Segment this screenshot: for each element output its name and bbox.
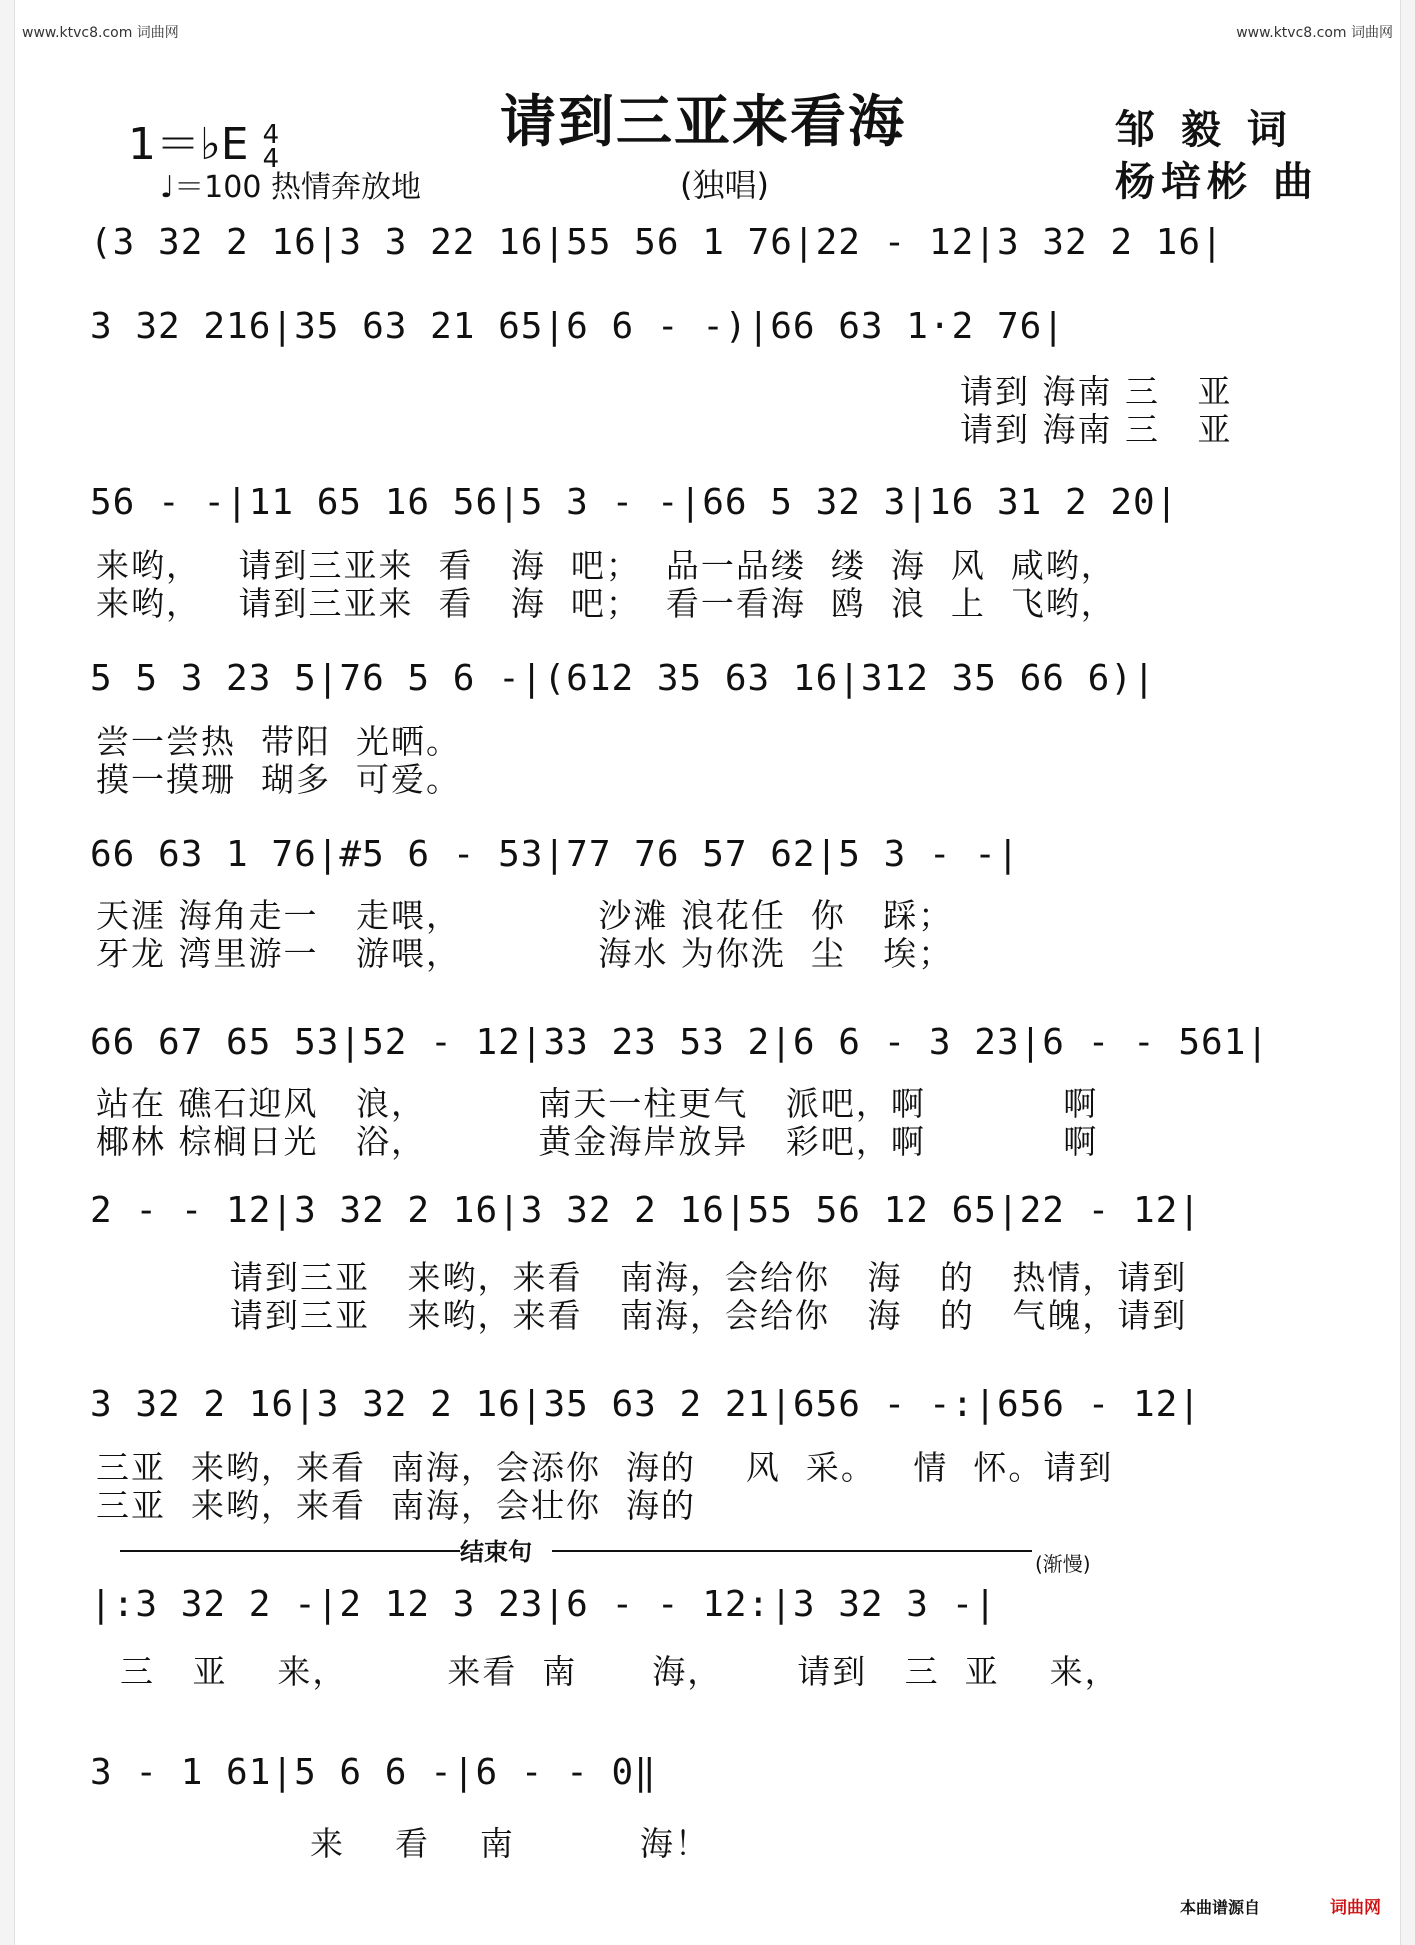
ending-bracket-left — [120, 1550, 460, 1552]
lyric-line-1a: 请到 海南 三 亚 — [960, 372, 1233, 411]
ritardando-marking: (渐慢) — [1035, 1552, 1091, 1576]
site-watermark-left: www.ktvc8.com 词曲网 — [22, 25, 179, 41]
source-note: 本曲谱源自 — [1180, 1898, 1261, 1917]
lyric-line-3a: 尝一尝热 带阳 光晒。 — [96, 722, 461, 761]
lyric-line-2b: 来哟， 请到三亚来 看 海 吧； 看一看海 鸥 浪 上 飞哟， — [96, 584, 1116, 623]
lyric-line-3b: 摸一摸珊 瑚多 可爱。 — [96, 760, 461, 799]
ending-label: 结束句 — [460, 1538, 532, 1566]
lyric-line-5b: 椰林 棕榈日光 浴， 黄金海岸放异 彩吧，啊 啊 — [96, 1122, 1099, 1161]
music-line-2: 3 32 216|35 63 21 65|6 6 - -)|66 63 1·2 76| — [90, 306, 1065, 347]
music-line-6: 66 67 65 53|52 - 12|33 23 53 2|6 6 - 3 23|6 - - 561| — [90, 1022, 1270, 1063]
ending-bracket-right — [552, 1550, 1032, 1552]
music-line-9: |:3 32 2 -|2 12 3 23|6 - - 12:|3 32 3 -| — [90, 1584, 997, 1625]
music-line-10: 3 - 1 61|5 6 6 -|6 - - 0‖ — [90, 1752, 657, 1793]
lyric-line-1b: 请到 海南 三 亚 — [960, 410, 1233, 449]
lyric-line-2a: 来哟， 请到三亚来 看 海 吧； 品一品缕 缕 海 风 咸哟， — [96, 546, 1116, 585]
composer-credit: 杨培彬 曲 — [1115, 158, 1319, 205]
music-line-3: 56 - -|11 65 16 56|5 3 - -|66 5 32 3|16 31 2 20| — [90, 482, 1179, 523]
time-top: 4 — [262, 120, 280, 150]
time-bottom: 4 — [262, 144, 280, 174]
lyric-line-8: 三 亚 来， 来看 南 海， 请到 三 亚 来， — [120, 1652, 1120, 1691]
song-subtitle: (独唱) — [680, 166, 769, 204]
music-line-7: 2 - - 12|3 32 2 16|3 32 2 16|55 56 12 65|22 - 12| — [90, 1190, 1202, 1231]
key-label: 1＝♭E — [128, 119, 249, 170]
lyric-line-6b: 请到三亚 来哟，来看 南海，会给你 海 的 气魄，请到 — [230, 1296, 1188, 1335]
lyric-line-6a: 请到三亚 来哟，来看 南海，会给你 海 的 热情，请到 — [230, 1258, 1188, 1297]
lyric-line-4b: 牙龙 湾里游一 游喂， 海水 为你洗 尘 埃； — [96, 934, 954, 973]
left-margin-strip — [0, 0, 15, 1945]
lyric-line-5a: 站在 礁石迎风 浪， 南天一柱更气 派吧，啊 啊 — [96, 1084, 1099, 1123]
music-line-5: 66 63 1 76|#5 6 - 53|77 76 57 62|5 3 - -| — [90, 834, 1020, 875]
source-site-link[interactable]: 词曲网 — [1330, 1898, 1381, 1918]
site-watermark-right: www.ktvc8.com 词曲网 — [1236, 25, 1393, 41]
lyric-line-4a: 天涯 海角走一 走喂， 沙滩 浪花任 你 踩； — [96, 896, 954, 935]
music-line-4: 5 5 3 23 5|76 5 6 -|(612 35 63 16|312 35 66 6)| — [90, 658, 1156, 699]
tempo-marking: ♩＝100 热情奔放地 — [160, 170, 421, 205]
lyric-line-9: 来 看 南 海！ — [310, 1824, 710, 1863]
lyric-line-7a: 三亚 来哟，来看 南海，会添你 海的 风 采。 情 怀。请到 — [96, 1448, 1114, 1487]
right-margin-strip — [1400, 0, 1415, 1945]
music-line-8: 3 32 2 16|3 32 2 16|35 63 2 21|656 - -:|656 - 12| — [90, 1384, 1202, 1425]
song-title: 请到三亚来看海 — [500, 89, 906, 155]
lyric-line-7b: 三亚 来哟，来看 南海，会壮你 海的 — [96, 1486, 696, 1525]
lyricist-credit: 邹 毅 词 — [1115, 106, 1293, 153]
music-line-1: (3 32 2 16|3 3 22 16|55 56 1 76|22 - 12|3 32 2 16| — [90, 222, 1224, 263]
